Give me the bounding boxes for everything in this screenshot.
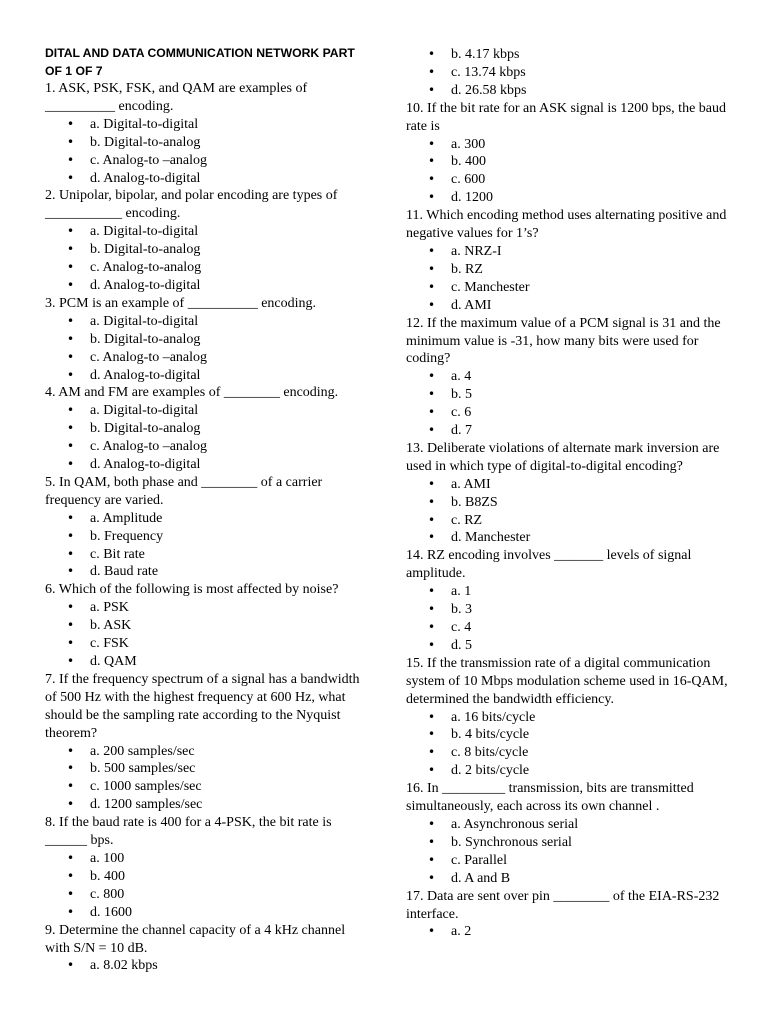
answer-option: • c. 6: [406, 404, 728, 422]
question-block: [45, 384, 363, 474]
question-block: [45, 581, 363, 671]
answer-option: • b. 5: [406, 386, 728, 404]
question-text: 5. In QAM, both phase and ________ of a carrier frequency are varied.: [45, 474, 323, 508]
answer-options: [406, 476, 728, 548]
answer-option: • d. AMI: [406, 297, 728, 315]
answer-option: • b. 3: [406, 601, 728, 619]
answer-option: • c. Analog-to-analog: [45, 259, 363, 277]
answer-option: • a. 1: [406, 583, 728, 601]
answer-option: • a. 2: [406, 923, 728, 941]
question-block: [406, 100, 728, 207]
question-block: [406, 780, 728, 887]
answer-option: • a. PSK: [45, 599, 363, 617]
question-text: 7. If the frequency spectrum of a signal has a bandwidth of 500 Hz with the highest frequency at 600 Hz, what should be the sampling rate according to the Nyquist theorem?: [45, 671, 360, 741]
answer-option: • c. Analog-to –analog: [45, 438, 363, 456]
answer-options: [406, 136, 728, 208]
question-text: 2. Unipolar, bipolar, and polar encoding are types of ___________ encoding.: [45, 188, 338, 222]
answer-option: • b. ASK: [45, 617, 363, 635]
answer-option: • a. Asynchronous serial: [406, 816, 728, 834]
answer-option: • a. 16 bits/cycle: [406, 709, 728, 727]
answer-option: • d. Analog-to-digital: [45, 456, 363, 474]
question-text: 13. Deliberate violations of alternate mark inversion are used in which type of digital-to-digital encoding?: [406, 440, 720, 474]
answer-option: • a. Amplitude: [45, 510, 363, 528]
answer-options: [406, 709, 728, 781]
answer-option: • a. NRZ-I: [406, 243, 728, 261]
answer-option: • a. 200 samples/sec: [45, 743, 363, 761]
answer-option: • d. Manchester: [406, 529, 728, 547]
answer-option: • c. 13.74 kbps: [406, 64, 728, 82]
question-text: 1. ASK, PSK, FSK, and QAM are examples of __________ encoding.: [45, 81, 308, 114]
question-block: [45, 187, 363, 294]
answer-option: • c. 4: [406, 619, 728, 637]
question-block: [45, 474, 363, 581]
answer-option: • c. Manchester: [406, 279, 728, 297]
question-block: [406, 315, 728, 440]
question-block: [406, 655, 728, 780]
answer-option: • b. Digital-to-analog: [45, 331, 363, 349]
answer-options: [406, 816, 728, 888]
answer-option: • c. 1000 samples/sec: [45, 778, 363, 796]
answer-option: • a. Digital-to-digital: [45, 116, 363, 134]
answer-option: • c. 800: [45, 886, 363, 904]
answer-option: • d. 7: [406, 422, 728, 440]
answer-option: • d. A and B: [406, 870, 728, 888]
answer-option: • d. 2 bits/cycle: [406, 762, 728, 780]
answer-option: • b. Digital-to-analog: [45, 420, 363, 438]
question-block: [45, 671, 363, 814]
left-column: [45, 44, 363, 975]
answer-option: • a. Digital-to-digital: [45, 402, 363, 420]
answer-option: • b. 400: [45, 868, 363, 886]
answer-option: • a. Digital-to-digital: [45, 313, 363, 331]
question-text: 4. AM and FM are examples of ________ encoding.: [45, 385, 339, 401]
answer-option: • a. Digital-to-digital: [45, 223, 363, 241]
answer-options: [45, 599, 363, 671]
question-block: [45, 922, 363, 976]
answer-option: • c. RZ: [406, 512, 728, 530]
right-question-list: [406, 100, 728, 942]
answer-option: • d. 26.58 kbps: [406, 82, 728, 100]
answer-option: • c. 8 bits/cycle: [406, 744, 728, 762]
question-block: [406, 207, 728, 314]
answer-option: • c. 600: [406, 171, 728, 189]
question-block: [406, 440, 728, 547]
title-line-1: DITAL AND DATA COMMUNICATION NETWORK PART: [45, 46, 355, 60]
question-text: 10. If the bit rate for an ASK signal is 1200 bps, the baud rate is: [406, 100, 727, 134]
question-text: 6. Which of the following is most affected by noise?: [45, 582, 339, 598]
question-text: 14. RZ encoding involves _______ levels of signal amplitude.: [406, 548, 692, 582]
answer-option: • a. 100: [45, 850, 363, 868]
answer-option: • a. AMI: [406, 476, 728, 494]
answer-option: • c. FSK: [45, 635, 363, 653]
answer-options: [45, 743, 363, 815]
question-text: 12. If the maximum value of a PCM signal is 31 and the minimum value is -31, how many bits were used for coding?: [406, 315, 721, 367]
answer-option: • a. 4: [406, 368, 728, 386]
question-block: [45, 814, 363, 921]
title-line-2: OF 1 OF 7: [45, 64, 103, 78]
answer-options: [406, 923, 728, 941]
answer-options: [45, 957, 363, 975]
answer-options: [45, 223, 363, 295]
answer-options: [406, 368, 728, 440]
answer-option: • d. 1200: [406, 189, 728, 207]
answer-options: [45, 313, 363, 385]
answer-option: • b. B8ZS: [406, 494, 728, 512]
question-text: 15. If the transmission rate of a digital communication system of 10 Mbps modulation scheme used in 16-QAM, determined the bandwidth efficiency.: [406, 655, 728, 707]
answer-option: • a. 300: [406, 136, 728, 154]
answer-option: • b. Digital-to-analog: [45, 241, 363, 259]
answer-option: • b. 4 bits/cycle: [406, 726, 728, 744]
answer-option: • c. Bit rate: [45, 546, 363, 564]
answer-option: • c. Parallel: [406, 852, 728, 870]
answer-option: • d. Analog-to-digital: [45, 277, 363, 295]
answer-option: • d. Analog-to-digital: [45, 170, 363, 188]
answer-option: • b. Frequency: [45, 528, 363, 546]
answer-option: • d. 1200 samples/sec: [45, 796, 363, 814]
answer-option: • c. Analog-to –analog: [45, 349, 363, 367]
answer-options: [406, 243, 728, 315]
answer-option: • b. Synchronous serial: [406, 834, 728, 852]
question-9-continued-options: [406, 46, 728, 100]
right-column: [406, 44, 728, 941]
answer-option: • a. 8.02 kbps: [45, 957, 363, 975]
answer-option: • d. 5: [406, 637, 728, 655]
question-text: 11. Which encoding method uses alternating positive and negative values for 1’s?: [406, 208, 727, 242]
answer-option: • b. 500 samples/sec: [45, 760, 363, 778]
question-text: 16. In _________ transmission, bits are transmitted simultaneously, each across its own channel .: [406, 781, 694, 815]
question-text: 3. PCM is an example of __________ encoding.: [45, 295, 317, 311]
answer-options: [45, 402, 363, 474]
answer-option: • c. Analog-to –analog: [45, 152, 363, 170]
left-question-list: [45, 80, 363, 975]
question-text: 8. If the baud rate is 400 for a 4-PSK, the bit rate is ______ bps.: [45, 815, 332, 849]
question-block: [406, 547, 728, 654]
answer-option: • b. 4.17 kbps: [406, 46, 728, 64]
answer-option: • d. QAM: [45, 653, 363, 671]
answer-options: [45, 116, 363, 188]
answer-option: • d. Baud rate: [45, 563, 363, 581]
answer-option: • d. Analog-to-digital: [45, 367, 363, 385]
question-text: 9. Determine the channel capacity of a 4 kHz channel with S/N = 10 dB.: [45, 922, 346, 956]
document-title: [45, 44, 363, 80]
question-text: 17. Data are sent over pin ________ of the EIA-RS-232 interface.: [406, 888, 720, 922]
answer-options: [406, 583, 728, 655]
question-block: [45, 295, 363, 385]
answer-option: • b. 400: [406, 153, 728, 171]
answer-options: [45, 510, 363, 582]
answer-option: • d. 1600: [45, 904, 363, 922]
question-block: [45, 80, 363, 187]
question-block: [406, 888, 728, 942]
answer-options: [45, 850, 363, 922]
answer-option: • b. Digital-to-analog: [45, 134, 363, 152]
answer-option: • b. RZ: [406, 261, 728, 279]
